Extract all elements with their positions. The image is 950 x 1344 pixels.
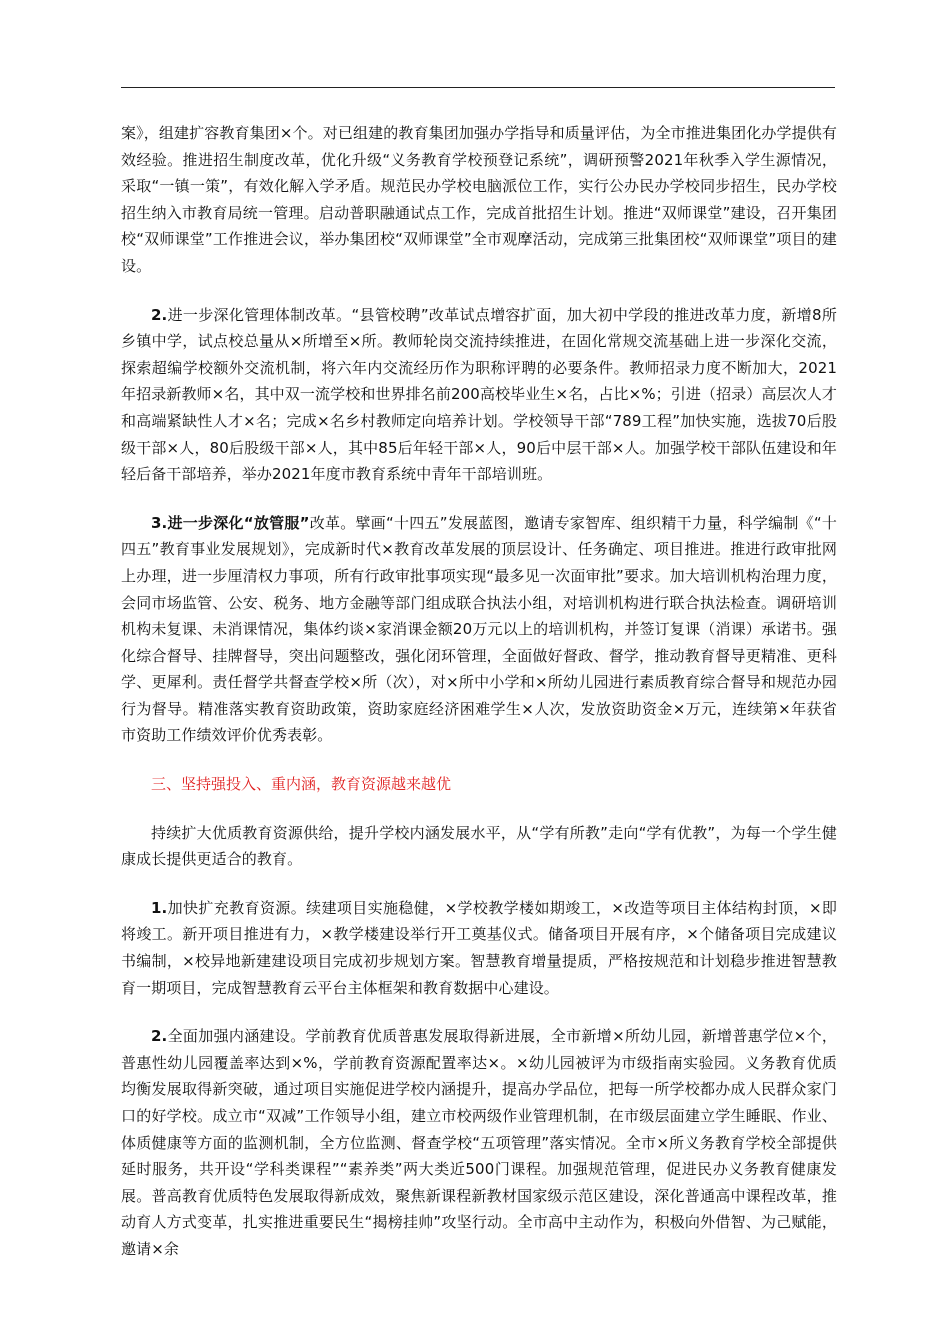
paragraph-section-intro — [121, 820, 837, 873]
paragraph-text: 持续扩大优质教育资源供给，提升学校内涵发展水平，从“学有所教”走向“学有优教”，为每一个学生健康成长提供更适合的教育。 — [121, 823, 837, 869]
paragraph-number: 3. — [151, 513, 168, 532]
paragraph-number: 2. — [151, 305, 168, 324]
paragraph-text: 改革。擘画“十四五”发展蓝图，邀请专家智库、组织精干力量，科学编制《“十四五”教育事业发展规划》，完成新时代×教育改革发展的顶层设计、任务确定、项目推进。推进行政审批网上办理，进一步厘清权力事项，所有行政审批事项实现“最多见一次面审批”要求。加大培训机构治理力度，会同市场监管、公安、税务、地方金融等部门组成联合执法小组，对培训机构进行联合执法检查。调研培训机构未复课、未消课情况，集体约谈×家消课金额20万元以上的培训机构，并签订复课（消课）承诺书。强化综合督导、挂牌督导，突出问题整改，强化闭环管理，全面做好督政、督学，推动教育督导更精准、更科学、更犀利。责任督学共督查学校×所（次），对×所中小学和×所幼儿园进行素质教育综合督导和规范办园行为督导。精准落实教育资助政策，资助家庭经济困难学生×人次，发放资助资金×万元，连续第×年获省市资助工作绩效评价优秀表彰。 — [121, 513, 838, 745]
paragraph-bold-lead: 进一步深化“放管服” — [167, 513, 310, 532]
paragraph-expand-resources — [121, 895, 837, 1001]
paragraph-text: 全面加强内涵建设。学前教育优质普惠发展取得新进展，全市新增×所幼儿园，新增普惠学位×个，普惠性幼儿园覆盖率达到×%，学前教育资源配置率达×。×幼儿园被评为市级指南实验园。义务教育优质均衡发展取得新突破，通过项目实施促进学校内涵提升，提高办学品位，把每一所学校都办成人民群众家门口的好学校。成立市“双减”工作领导小组，建立市校两级作业管理机制，在市级层面建立学生睡眠、作业、体质健康等方面的监测机制，全方位监测、督查学校“五项管理”落实情况。全市×所义务教育学校全部提供延时服务，共开设“学科类课程”“素养类”两大类近500门课程。加强规范管理，促进民办义务教育健康发展。普高教育优质特色发展取得新成效，聚焦新课程新教材国家级示范区建设，深化普通高中课程改革，推动育人方式变革，扎实推进重要民生“揭榜挂帅”攻坚行动。全市高中主动作为，积极向外借智、为己赋能，邀请×余 — [121, 1027, 837, 1258]
paragraph-continuation — [121, 120, 837, 280]
paragraph-number: 1. — [151, 898, 168, 917]
paragraph-text: 案》，组建扩容教育集团×个。对已组建的教育集团加强办学指导和质量评估，为全市推进集团化办学提供有效经验。推进招生制度改革，优化升级“义务教育学校预登记系统”，调研预警2021年秋季入学生源情况，采取“一镇一策”，有效化解入学矛盾。规范民办学校电脑派位工作，实行公办民办学校同步招生，民办学校招生纳入市教育局统一管理。启动普职融通试点工作，完成首批招生计划。推进“双师课堂”建设，召开集团校“双师课堂”工作推进会议，举办集团校“双师课堂”全市观摩活动，完成第三批集团校“双师课堂”项目的建设。 — [121, 124, 837, 275]
paragraph-connotation-building — [121, 1023, 837, 1262]
paragraph-number: 2. — [151, 1027, 168, 1046]
paragraph-text: 进一步深化管理体制改革。“县管校聘”改革试点增容扩面，加大初中学段的推进改革力度，新增8所乡镇中学，试点校总量从×所增至×所。教师轮岗交流持续推进，在固化常规交流基础上进一步深化交流，探索超编学校额外交流机制，将六年内交流经历作为职称评聘的必要条件。教师招录力度不断加大，2021年招录新教师×名，其中双一流学校和世界排名前200高校毕业生×名，占比×%；引进（招录）高层次人才和高端紧缺性人才×名；完成×名乡村教师定向培养计划。学校领导干部“789工程”加快实施，选拔70后股级干部×人，80后股级干部×人，其中85后年轻干部×人，90后中层干部×人。加强学校干部队伍建设和年轻后备干部培养，举办2021年度市教育系统中青年干部培训班。 — [121, 305, 837, 484]
section-heading: 三、坚持强投入、重内涵，教育资源越来越优 — [151, 775, 452, 794]
header-rule — [121, 87, 835, 88]
document-body — [121, 120, 837, 1285]
paragraph-fangguanfu-reform — [121, 510, 837, 749]
paragraph-management-reform — [121, 302, 837, 488]
paragraph-text: 加快扩充教育资源。续建项目实施稳健，×学校教学楼如期竣工，×改造等项目主体结构封顶，×即将竣工。新开项目推进有力，×教学楼建设举行开工奠基仪式。储备项目开展有序，×个储备项目完成建议书编制，×校异地新建建设项目完成初步规划方案。智慧教育增量提质，严格按规范和计划稳步推进智慧教育一期项目，完成智慧教育云平台主体框架和教育数据中心建设。 — [121, 898, 837, 997]
